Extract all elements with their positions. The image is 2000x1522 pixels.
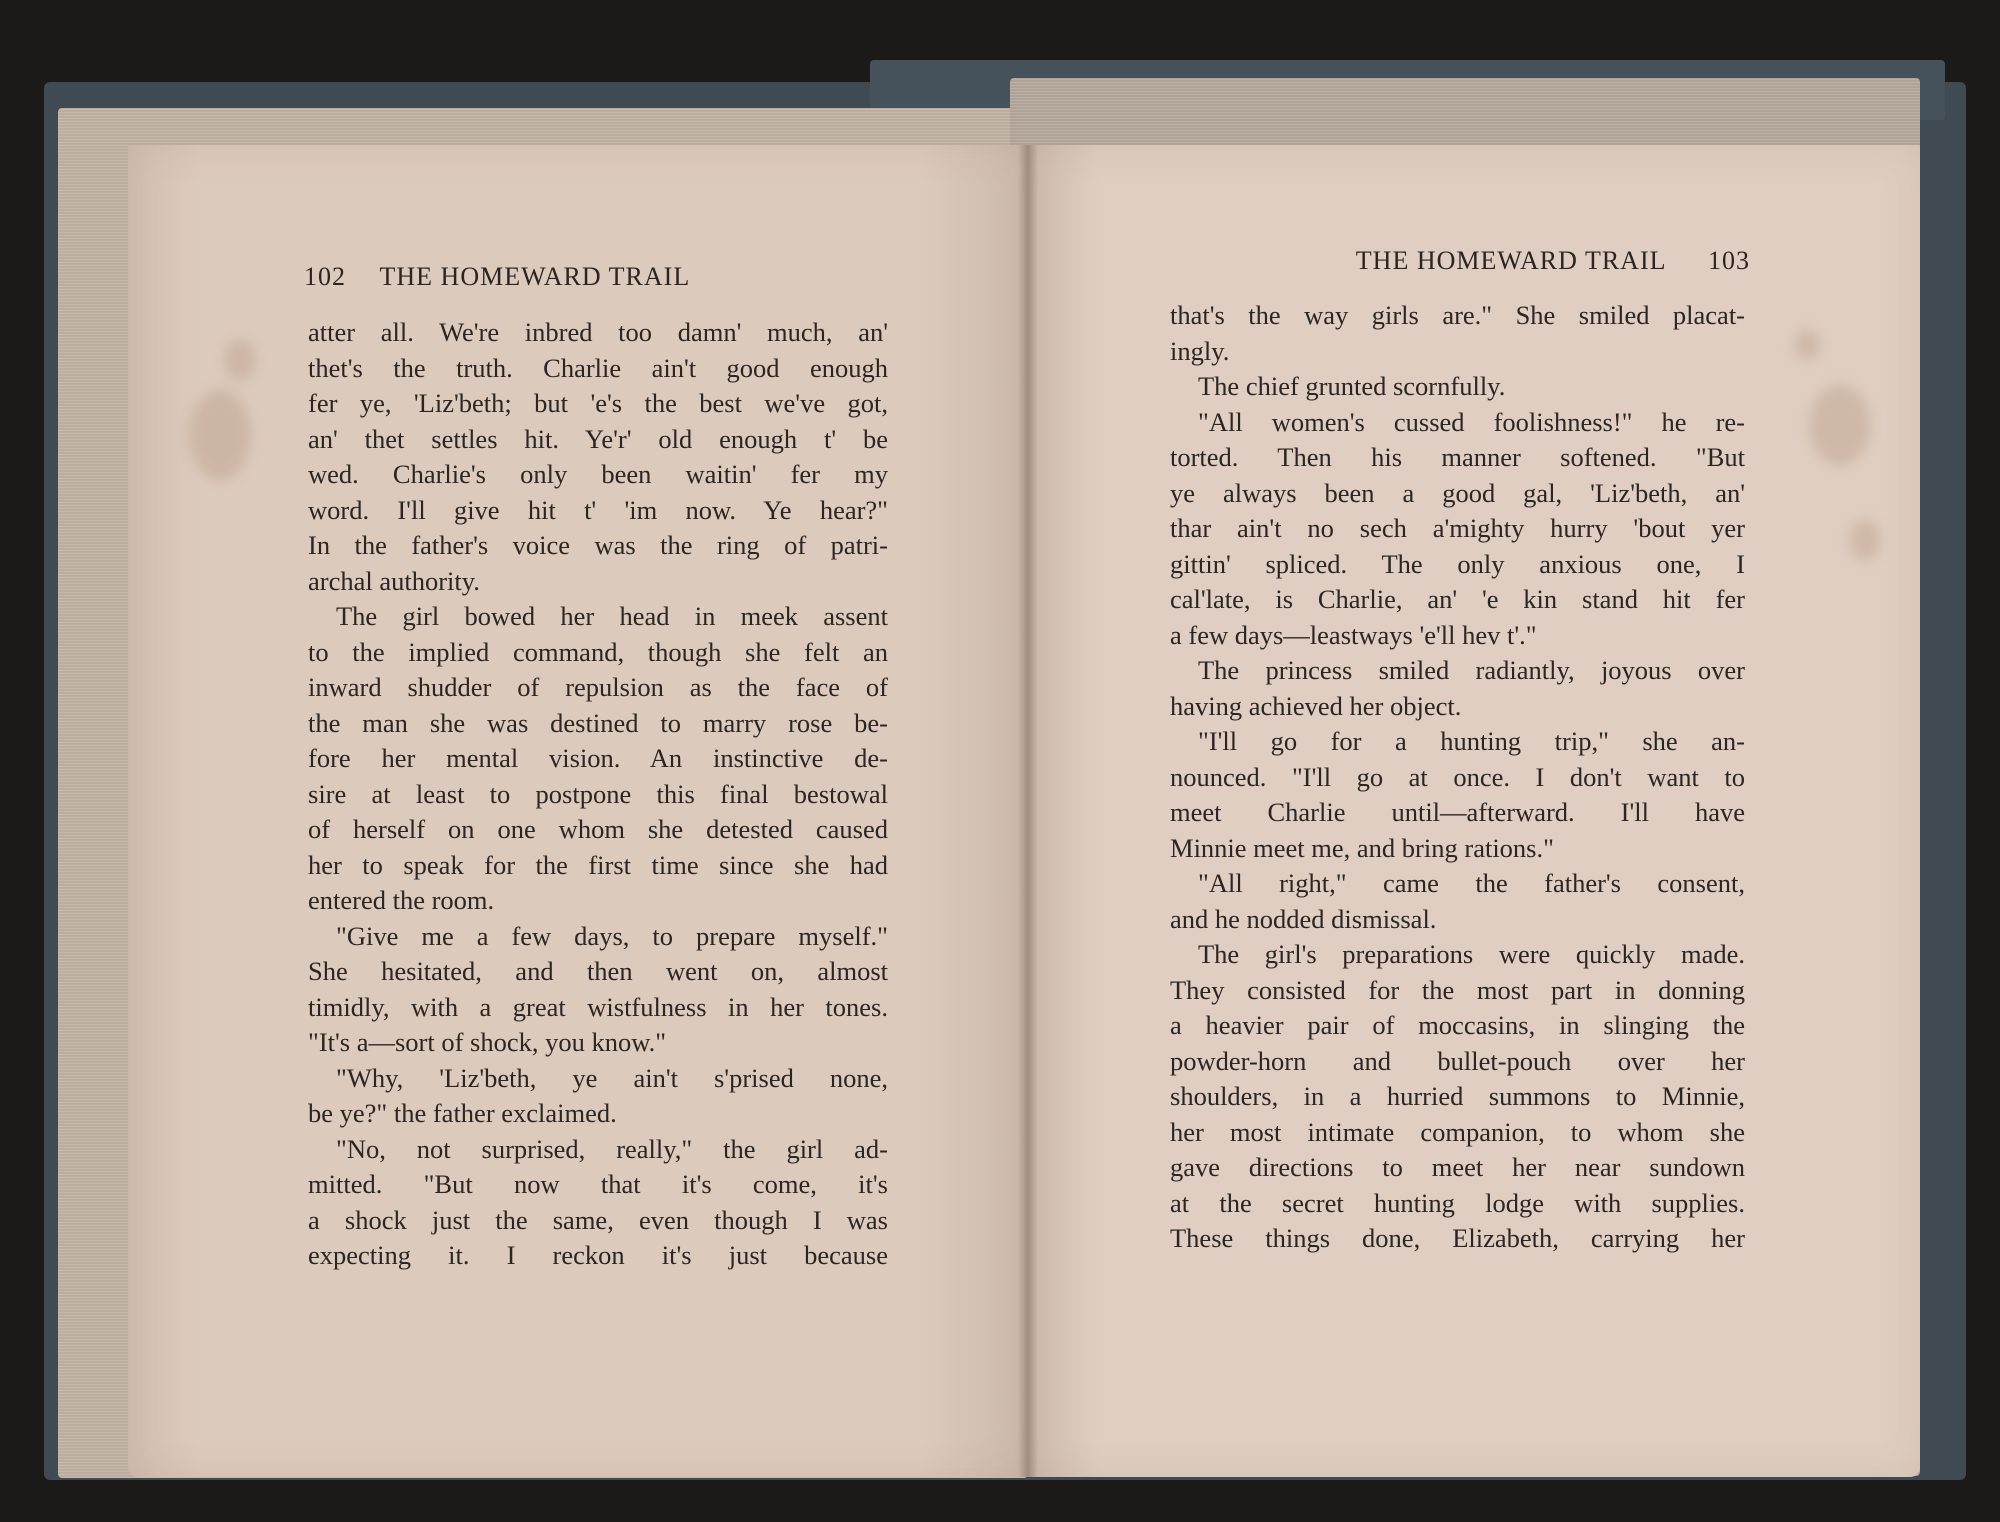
text-line: powder-horn and bullet-pouch over her: [1170, 1045, 1745, 1076]
text-line: She hesitated, and then went on, almost: [308, 956, 888, 986]
text-line: The chief grunted scornfully.: [1198, 371, 1506, 401]
right-page-number: 103: [1708, 246, 1750, 275]
text-line: "All women's cussed foolishness!" he re-: [1198, 406, 1745, 437]
book-gutter: [1018, 145, 1038, 1477]
text-line: "No, not surprised, really," the girl ad-: [336, 1133, 888, 1164]
page-stain: [225, 340, 255, 380]
text-line: ye always been a good gal, 'Liz'beth, an': [1170, 477, 1745, 508]
text-line: "All right," came the father's consent,: [1198, 868, 1745, 898]
text-line: "I'll go for a hunting trip," she an-: [1198, 726, 1745, 756]
text-line: "It's a—sort of shock, you know.": [308, 1027, 667, 1057]
text-line: of herself on one whom she detested caused: [308, 814, 888, 844]
text-line: timidly, with a great wistfulness in her tones.: [308, 991, 888, 1022]
text-line: a few days—leastways 'e'll hev t'.": [1170, 619, 1537, 650]
text-line: thar ain't no sech a'mighty hurry 'bout yer: [1170, 513, 1745, 543]
page-stain: [1850, 520, 1880, 560]
text-line: "Why, 'Liz'beth, ye ain't s'prised none,: [336, 1062, 888, 1093]
left-page-body: [308, 315, 888, 1274]
text-line: fer ye, 'Liz'beth; but 'e's the best we've got,: [308, 388, 888, 418]
text-line: at the secret hunting lodge with supplies.: [1170, 1187, 1745, 1218]
text-line: The princess smiled radiantly, joyous over: [1198, 655, 1745, 685]
text-line: shoulders, in a hurried summons to Minnie,: [1170, 1081, 1745, 1111]
page-stain: [1810, 385, 1870, 465]
text-line: ingly.: [1170, 335, 1230, 366]
text-line: cal'late, is Charlie, an' 'e kin stand hit fer: [1170, 584, 1745, 614]
text-line: mitted. "But now that it's come, it's: [308, 1169, 888, 1199]
text-line: gave directions to meet her near sundown: [1170, 1152, 1745, 1182]
text-line: archal authority.: [308, 565, 480, 596]
page-stain: [1795, 330, 1820, 360]
text-line: be ye?" the father exclaimed.: [308, 1098, 617, 1128]
text-line: inward shudder of repulsion as the face of: [308, 672, 888, 702]
text-line: to the implied command, though she felt an: [308, 636, 888, 667]
text-line: the man she was destined to marry rose be-: [308, 707, 888, 738]
text-line: torted. Then his manner softened. "But: [1170, 442, 1745, 472]
text-line: fore her mental vision. An instinctive de-: [308, 743, 888, 773]
right-page-body: [1170, 298, 1745, 1257]
text-line: and he nodded dismissal.: [1170, 903, 1437, 934]
text-line: These things done, Elizabeth, carrying her: [1170, 1223, 1745, 1253]
text-line: gittin' spliced. The only anxious one, I: [1170, 548, 1745, 579]
text-line: The girl bowed her head in meek assent: [336, 601, 888, 631]
text-line: wed. Charlie's only been waitin' fer my: [308, 459, 888, 489]
text-line: that's the way girls are." She smiled placat-: [1170, 300, 1745, 330]
page-stain: [190, 390, 250, 480]
text-line: sire at least to postpone this final bestowal: [308, 778, 888, 809]
text-line: atter all. We're inbred too damn' much, an': [308, 317, 888, 347]
text-line: having achieved her object.: [1170, 690, 1462, 721]
text-line: They consisted for the most part in donning: [1170, 974, 1745, 1005]
text-line: an' thet settles hit. Ye'r' old enough t' be: [308, 423, 888, 454]
left-page-header: [304, 262, 804, 292]
text-line: entered the room.: [308, 885, 495, 915]
text-line: In the father's voice was the ring of patri-: [308, 530, 888, 560]
text-line: a heavier pair of moccasins, in slinging the: [1170, 1010, 1745, 1040]
text-line: thet's the truth. Charlie ain't good enough: [308, 352, 888, 383]
left-running-title: THE HOMEWARD TRAIL: [379, 262, 691, 291]
text-line: meet Charlie until—afterward. I'll have: [1170, 797, 1745, 827]
text-line: Minnie meet me, and bring rations.": [1170, 832, 1554, 863]
text-line: a shock just the same, even though I was: [308, 1204, 888, 1235]
text-line: her most intimate companion, to whom she: [1170, 1116, 1745, 1147]
text-line: "Give me a few days, to prepare myself.": [336, 920, 888, 951]
text-line: expecting it. I reckon it's just because: [308, 1240, 888, 1270]
left-page-number: 102: [304, 262, 346, 291]
text-line: The girl's preparations were quickly made.: [1198, 939, 1745, 969]
text-line: word. I'll give hit t' 'im now. Ye hear?": [308, 494, 888, 525]
text-line: nounced. "I'll go at once. I don't want to: [1170, 761, 1745, 792]
text-line: her to speak for the first time since she had: [308, 849, 888, 880]
right-running-title: THE HOMEWARD TRAIL: [1355, 246, 1667, 275]
right-page-header: [1270, 246, 1750, 276]
